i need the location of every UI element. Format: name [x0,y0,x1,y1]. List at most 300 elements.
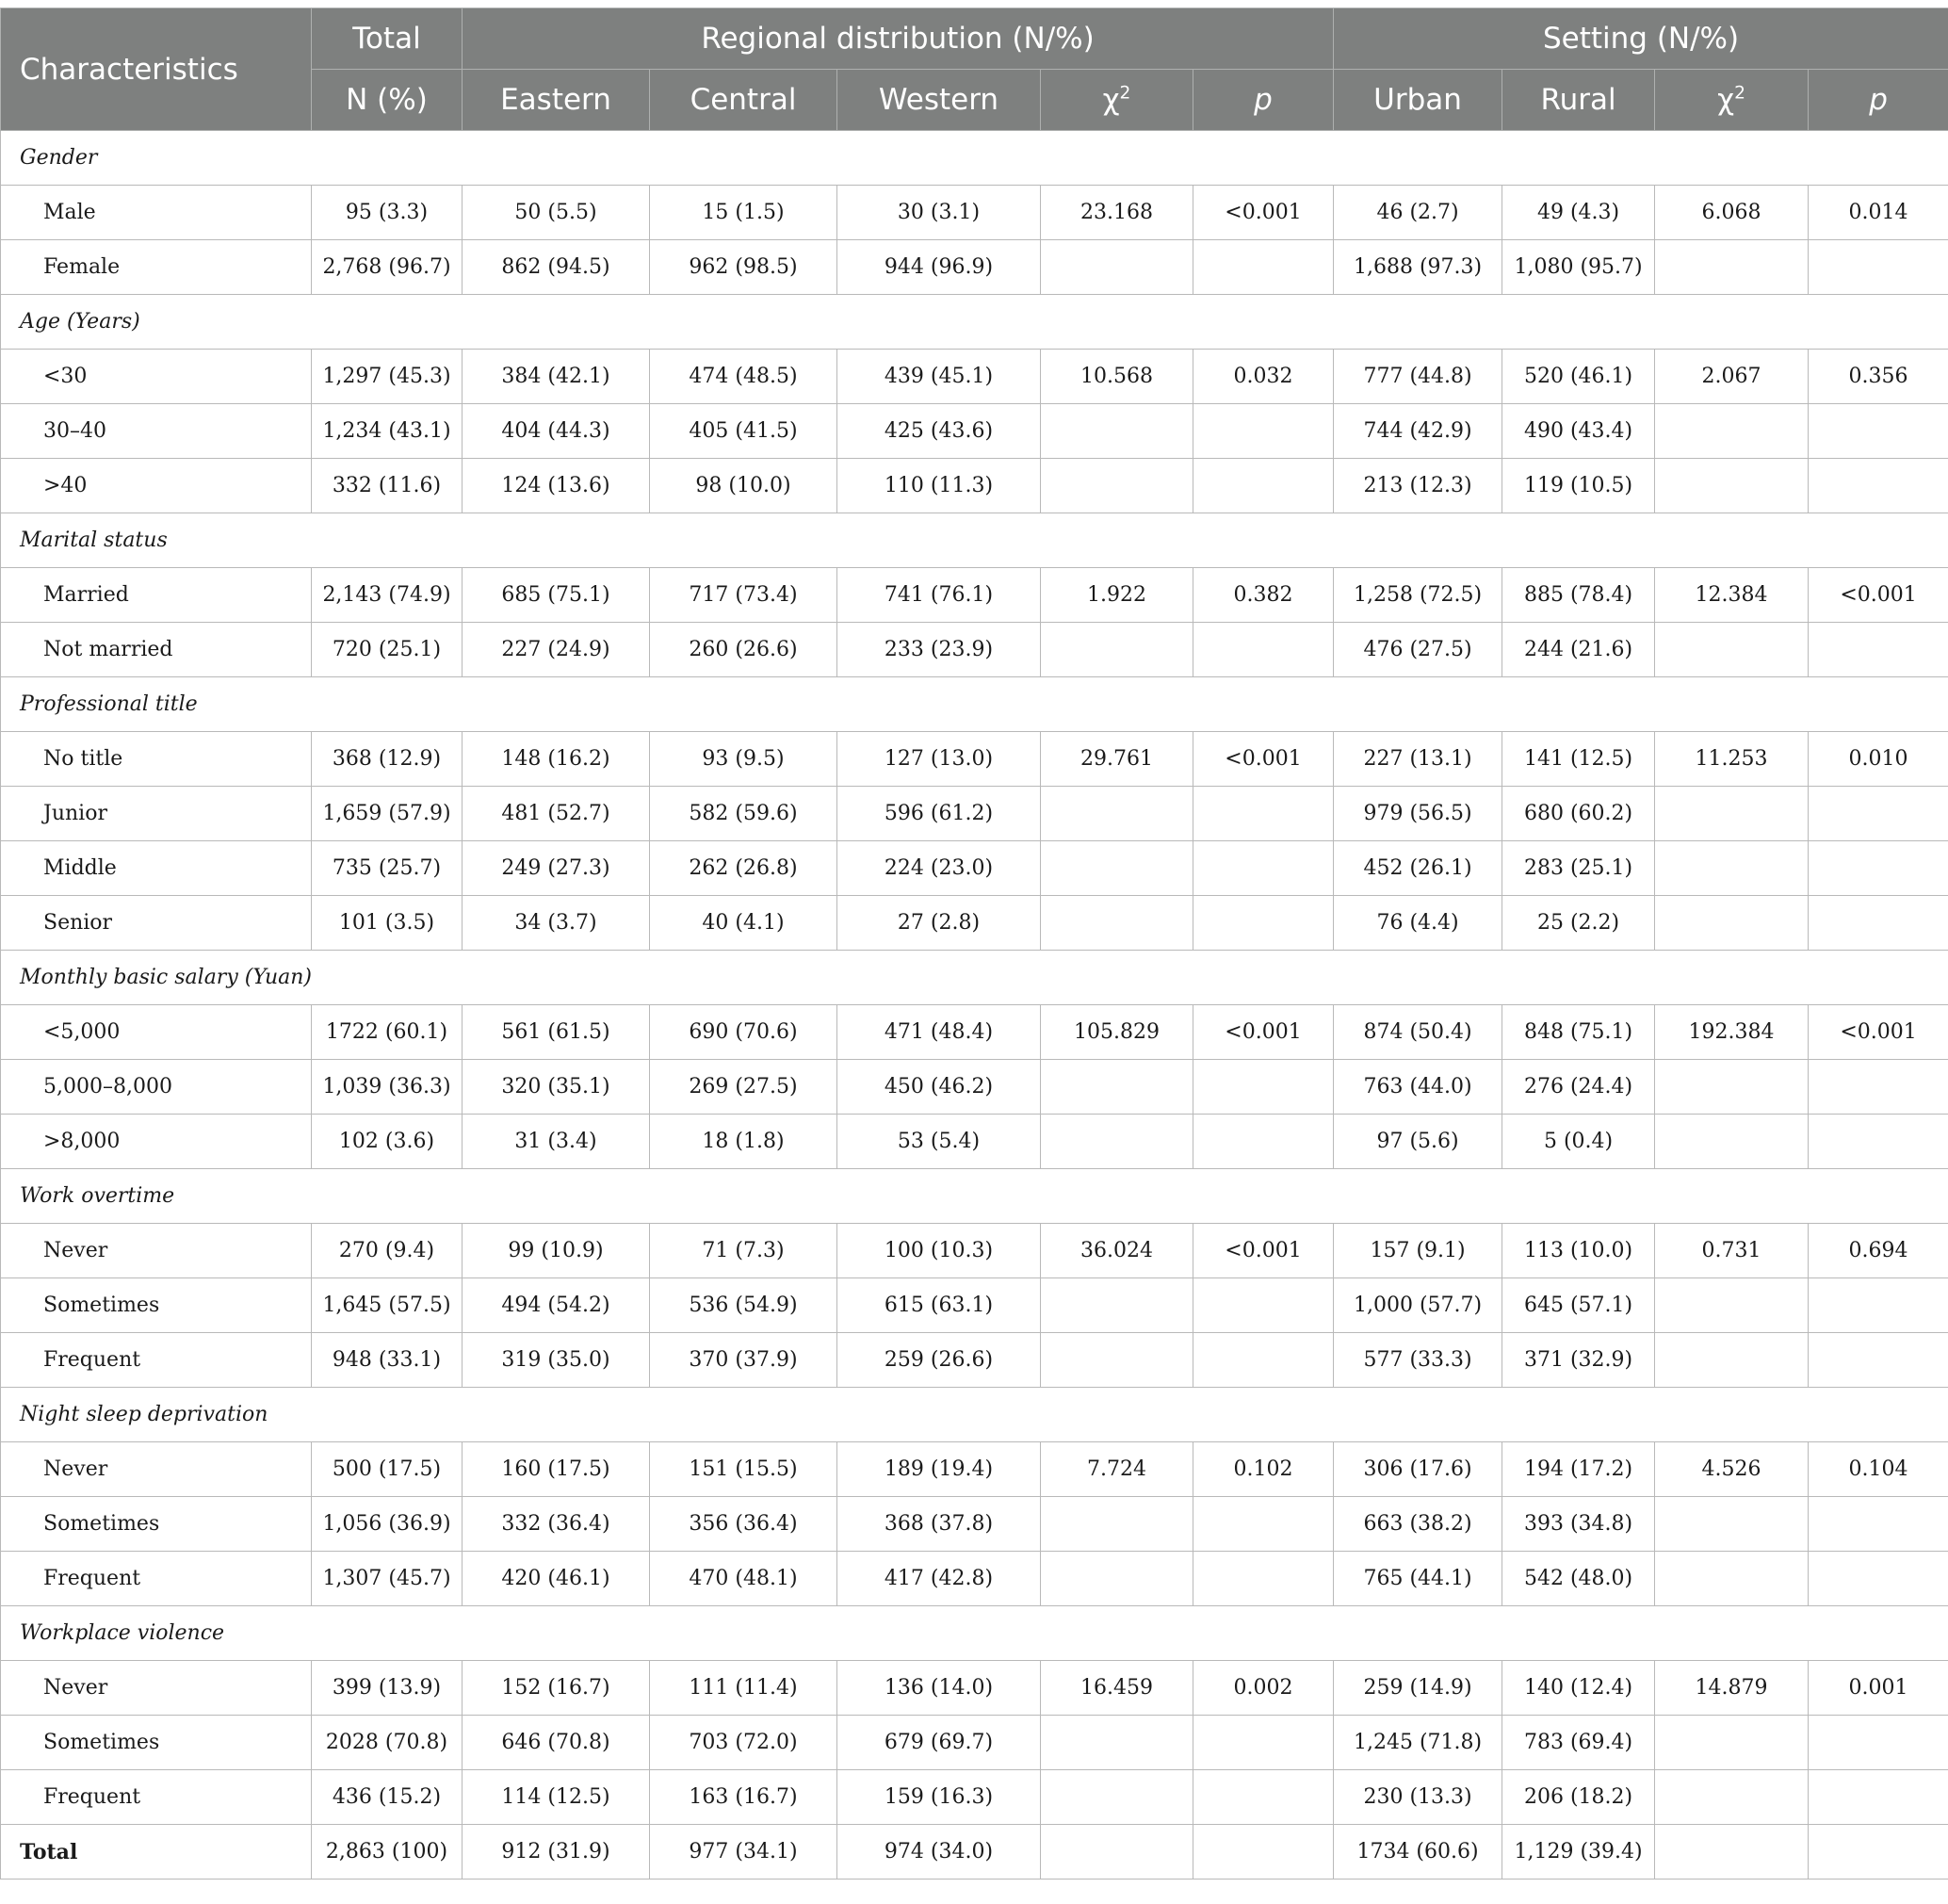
cell-urban: 213 (12.3) [1334,459,1502,513]
cell-urban: 157 (9.1) [1334,1224,1502,1278]
row-label: Not married [1,623,312,677]
cell-p-set: 0.104 [1809,1442,1948,1497]
table-row [1,787,1948,841]
chi-symbol: χ [1717,83,1735,117]
cell-chi-set [1655,1333,1809,1388]
cell-rural: 283 (25.1) [1502,841,1655,896]
cell-p-set [1809,1278,1948,1333]
table-row [1,623,1948,677]
row-label: Never [1,1442,312,1497]
row-label: No title [1,732,312,787]
cell-chi-reg [1041,1497,1193,1552]
total-row [1,1825,1948,1880]
group-header-row [1,131,1948,186]
cell-chi-reg: 36.024 [1041,1224,1193,1278]
cell-eastern: 332 (36.4) [463,1497,650,1552]
cell-chi-set: 11.253 [1655,732,1809,787]
cell-western: 159 (16.3) [837,1770,1041,1825]
table-row [1,1224,1948,1278]
cell-eastern: 384 (42.1) [463,350,650,404]
cell-urban: 744 (42.9) [1334,404,1502,459]
cell-rural: 206 (18.2) [1502,1770,1655,1825]
cell-p-reg [1193,404,1334,459]
cell-rural: 140 (12.4) [1502,1661,1655,1716]
cell-chi-set [1655,1770,1809,1825]
cell-eastern: 912 (31.9) [463,1825,650,1880]
cell-chi-reg [1041,1716,1193,1770]
cell-eastern: 646 (70.8) [463,1716,650,1770]
table-row [1,1060,1948,1115]
cell-p-set: 0.001 [1809,1661,1948,1716]
cell-western: 27 (2.8) [837,896,1041,951]
cell-rural: 119 (10.5) [1502,459,1655,513]
cell-p-reg [1193,1770,1334,1825]
header-n-percent: N (%) [312,70,463,131]
cell-urban: 97 (5.6) [1334,1115,1502,1169]
cell-central: 40 (4.1) [650,896,837,951]
cell-p-set [1809,1333,1948,1388]
cell-total: 948 (33.1) [312,1333,463,1388]
cell-p-reg: <0.001 [1193,1005,1334,1060]
cell-urban: 452 (26.1) [1334,841,1502,896]
cell-total: 1,307 (45.7) [312,1552,463,1606]
cell-rural: 371 (32.9) [1502,1333,1655,1388]
cell-p-set [1809,459,1948,513]
row-label: >40 [1,459,312,513]
cell-rural: 194 (17.2) [1502,1442,1655,1497]
group-title: Marital status [1,513,1948,568]
cell-rural: 542 (48.0) [1502,1552,1655,1606]
cell-p-set [1809,1115,1948,1169]
row-label: Married [1,568,312,623]
cell-urban: 663 (38.2) [1334,1497,1502,1552]
cell-total: 735 (25.7) [312,841,463,896]
cell-urban: 306 (17.6) [1334,1442,1502,1497]
cell-p-set: <0.001 [1809,1005,1948,1060]
cell-chi-set [1655,896,1809,951]
cell-p-reg: 0.002 [1193,1661,1334,1716]
cell-p-set: <0.001 [1809,568,1948,623]
cell-rural: 1,129 (39.4) [1502,1825,1655,1880]
header-western: Western [837,70,1041,131]
cell-western: 974 (34.0) [837,1825,1041,1880]
cell-rural: 49 (4.3) [1502,186,1655,240]
cell-p-reg [1193,896,1334,951]
cell-chi-set [1655,1497,1809,1552]
cell-urban: 1,258 (72.5) [1334,568,1502,623]
cell-urban: 476 (27.5) [1334,623,1502,677]
cell-urban: 874 (50.4) [1334,1005,1502,1060]
cell-total: 270 (9.4) [312,1224,463,1278]
cell-urban: 763 (44.0) [1334,1060,1502,1115]
cell-western: 425 (43.6) [837,404,1041,459]
cell-rural: 1,080 (95.7) [1502,240,1655,295]
cell-total: 1,056 (36.9) [312,1497,463,1552]
header-p-regional: p [1193,70,1334,131]
cell-western: 233 (23.9) [837,623,1041,677]
cell-eastern: 227 (24.9) [463,623,650,677]
group-title: Gender [1,131,1948,186]
cell-eastern: 249 (27.3) [463,841,650,896]
group-header-row [1,951,1948,1005]
table-row [1,1552,1948,1606]
cell-eastern: 99 (10.9) [463,1224,650,1278]
table-row [1,459,1948,513]
cell-total: 95 (3.3) [312,186,463,240]
table-row [1,240,1948,295]
cell-central: 977 (34.1) [650,1825,837,1880]
header-row-1 [1,8,1948,70]
cell-p-set: 0.010 [1809,732,1948,787]
cell-central: 474 (48.5) [650,350,837,404]
row-label: Junior [1,787,312,841]
cell-p-reg [1193,1115,1334,1169]
cell-western: 136 (14.0) [837,1661,1041,1716]
table-row [1,1497,1948,1552]
header-chi-square-setting [1655,70,1809,131]
cell-chi-reg: 29.761 [1041,732,1193,787]
cell-western: 110 (11.3) [837,459,1041,513]
cell-p-reg [1193,1333,1334,1388]
cell-total: 2,143 (74.9) [312,568,463,623]
cell-western: 127 (13.0) [837,732,1041,787]
cell-chi-reg [1041,404,1193,459]
cell-p-set [1809,623,1948,677]
table-row [1,896,1948,951]
cell-p-reg: <0.001 [1193,1224,1334,1278]
cell-eastern: 481 (52.7) [463,787,650,841]
cell-urban: 227 (13.1) [1334,732,1502,787]
cell-p-reg [1193,240,1334,295]
cell-p-reg [1193,1825,1334,1880]
cell-chi-reg [1041,896,1193,951]
table-row [1,1770,1948,1825]
cell-western: 615 (63.1) [837,1278,1041,1333]
cell-urban: 230 (13.3) [1334,1770,1502,1825]
cell-western: 450 (46.2) [837,1060,1041,1115]
cell-western: 189 (19.4) [837,1442,1041,1497]
cell-chi-set: 12.384 [1655,568,1809,623]
cell-chi-set [1655,1825,1809,1880]
cell-western: 259 (26.6) [837,1333,1041,1388]
cell-total: 436 (15.2) [312,1770,463,1825]
cell-central: 269 (27.5) [650,1060,837,1115]
cell-p-set [1809,787,1948,841]
group-header-row [1,1606,1948,1661]
cell-chi-set [1655,787,1809,841]
cell-urban: 777 (44.8) [1334,350,1502,404]
row-label: Never [1,1661,312,1716]
row-label: Sometimes [1,1497,312,1552]
cell-chi-reg: 1.922 [1041,568,1193,623]
table-row [1,1278,1948,1333]
cell-central: 151 (15.5) [650,1442,837,1497]
cell-p-set [1809,1552,1948,1606]
cell-urban: 76 (4.4) [1334,896,1502,951]
table-row [1,186,1948,240]
cell-rural: 680 (60.2) [1502,787,1655,841]
cell-total: 2028 (70.8) [312,1716,463,1770]
cell-p-set [1809,240,1948,295]
group-title: Professional title [1,677,1948,732]
cell-central: 405 (41.5) [650,404,837,459]
cell-central: 98 (10.0) [650,459,837,513]
cell-urban: 979 (56.5) [1334,787,1502,841]
row-label: Middle [1,841,312,896]
cell-eastern: 31 (3.4) [463,1115,650,1169]
cell-p-set [1809,1770,1948,1825]
cell-p-set [1809,1716,1948,1770]
cell-p-set [1809,841,1948,896]
cell-total: 500 (17.5) [312,1442,463,1497]
cell-p-reg [1193,459,1334,513]
cell-total: 1,659 (57.9) [312,787,463,841]
table-row [1,732,1948,787]
row-label: Senior [1,896,312,951]
cell-total: 2,863 (100) [312,1825,463,1880]
cell-rural: 645 (57.1) [1502,1278,1655,1333]
cell-chi-reg [1041,240,1193,295]
cell-eastern: 124 (13.6) [463,459,650,513]
cell-eastern: 420 (46.1) [463,1552,650,1606]
row-label: Sometimes [1,1716,312,1770]
cell-central: 260 (26.6) [650,623,837,677]
cell-western: 224 (23.0) [837,841,1041,896]
cell-central: 690 (70.6) [650,1005,837,1060]
cell-eastern: 320 (35.1) [463,1060,650,1115]
table-row [1,1115,1948,1169]
header-total: Total [312,8,463,70]
cell-central: 15 (1.5) [650,186,837,240]
cell-chi-set: 0.731 [1655,1224,1809,1278]
cell-p-reg [1193,1552,1334,1606]
cell-chi-set [1655,459,1809,513]
cell-chi-set [1655,1716,1809,1770]
chi-symbol: χ [1102,83,1120,117]
cell-p-reg [1193,1278,1334,1333]
cell-chi-reg [1041,459,1193,513]
row-label: >8,000 [1,1115,312,1169]
cell-p-reg [1193,787,1334,841]
cell-central: 111 (11.4) [650,1661,837,1716]
cell-p-set [1809,896,1948,951]
cell-central: 582 (59.6) [650,787,837,841]
cell-p-set [1809,1825,1948,1880]
cell-rural: 5 (0.4) [1502,1115,1655,1169]
cell-western: 53 (5.4) [837,1115,1041,1169]
cell-p-reg: 0.382 [1193,568,1334,623]
cell-total: 332 (11.6) [312,459,463,513]
table-row [1,350,1948,404]
row-label: Female [1,240,312,295]
cell-eastern: 34 (3.7) [463,896,650,951]
cell-chi-set [1655,1552,1809,1606]
cell-chi-set [1655,1278,1809,1333]
table-header [1,8,1948,131]
cell-rural: 393 (34.8) [1502,1497,1655,1552]
cell-p-set [1809,1060,1948,1115]
cell-chi-reg: 10.568 [1041,350,1193,404]
cell-urban: 1,688 (97.3) [1334,240,1502,295]
row-label: <5,000 [1,1005,312,1060]
cell-central: 962 (98.5) [650,240,837,295]
cell-p-set [1809,1497,1948,1552]
cell-western: 596 (61.2) [837,787,1041,841]
cell-central: 71 (7.3) [650,1224,837,1278]
header-characteristics: Characteristics [1,8,312,131]
cell-chi-reg [1041,1770,1193,1825]
table-row [1,1442,1948,1497]
cell-central: 536 (54.9) [650,1278,837,1333]
row-label: Frequent [1,1552,312,1606]
cell-central: 370 (37.9) [650,1333,837,1388]
cell-total: 1,234 (43.1) [312,404,463,459]
cell-central: 703 (72.0) [650,1716,837,1770]
cell-central: 18 (1.8) [650,1115,837,1169]
cell-p-reg: <0.001 [1193,186,1334,240]
table-body [1,131,1948,1880]
header-p-setting: p [1809,70,1948,131]
table-row [1,1661,1948,1716]
cell-rural: 276 (24.4) [1502,1060,1655,1115]
cell-rural: 141 (12.5) [1502,732,1655,787]
cell-total: 1,039 (36.3) [312,1060,463,1115]
cell-p-reg: <0.001 [1193,732,1334,787]
cell-chi-reg [1041,1278,1193,1333]
cell-eastern: 148 (16.2) [463,732,650,787]
group-header-row [1,295,1948,350]
group-title: Night sleep deprivation [1,1388,1948,1442]
cell-eastern: 561 (61.5) [463,1005,650,1060]
characteristics-table [0,8,1948,1880]
cell-total: 399 (13.9) [312,1661,463,1716]
cell-western: 100 (10.3) [837,1224,1041,1278]
cell-p-reg [1193,1497,1334,1552]
header-urban: Urban [1334,70,1502,131]
cell-p-reg [1193,1060,1334,1115]
cell-chi-set: 6.068 [1655,186,1809,240]
cell-p-reg: 0.032 [1193,350,1334,404]
group-title: Work overtime [1,1169,1948,1224]
cell-rural: 490 (43.4) [1502,404,1655,459]
cell-chi-reg [1041,623,1193,677]
table-row [1,1333,1948,1388]
cell-rural: 244 (21.6) [1502,623,1655,677]
row-label: Male [1,186,312,240]
cell-central: 717 (73.4) [650,568,837,623]
cell-total: 2,768 (96.7) [312,240,463,295]
header-rural: Rural [1502,70,1655,131]
cell-western: 30 (3.1) [837,186,1041,240]
cell-urban: 1,245 (71.8) [1334,1716,1502,1770]
chi-superscript: 2 [1119,83,1131,104]
cell-eastern: 114 (12.5) [463,1770,650,1825]
cell-chi-reg [1041,841,1193,896]
cell-western: 417 (42.8) [837,1552,1041,1606]
cell-rural: 25 (2.2) [1502,896,1655,951]
cell-chi-reg [1041,1825,1193,1880]
cell-western: 679 (69.7) [837,1716,1041,1770]
row-label: Sometimes [1,1278,312,1333]
cell-chi-reg [1041,1333,1193,1388]
cell-urban: 765 (44.1) [1334,1552,1502,1606]
cell-chi-reg [1041,787,1193,841]
row-label: Never [1,1224,312,1278]
cell-eastern: 404 (44.3) [463,404,650,459]
cell-western: 944 (96.9) [837,240,1041,295]
cell-chi-set: 4.526 [1655,1442,1809,1497]
cell-chi-set: 14.879 [1655,1661,1809,1716]
cell-chi-set [1655,240,1809,295]
cell-urban: 259 (14.9) [1334,1661,1502,1716]
header-eastern: Eastern [463,70,650,131]
cell-p-reg: 0.102 [1193,1442,1334,1497]
cell-chi-reg [1041,1552,1193,1606]
cell-chi-reg: 23.168 [1041,186,1193,240]
group-title: Monthly basic salary (Yuan) [1,951,1948,1005]
cell-eastern: 152 (16.7) [463,1661,650,1716]
row-label: 5,000–8,000 [1,1060,312,1115]
row-label: Frequent [1,1333,312,1388]
row-label: Frequent [1,1770,312,1825]
group-header-row [1,1388,1948,1442]
group-title: Age (Years) [1,295,1948,350]
cell-eastern: 494 (54.2) [463,1278,650,1333]
cell-western: 741 (76.1) [837,568,1041,623]
cell-rural: 848 (75.1) [1502,1005,1655,1060]
row-label: 30–40 [1,404,312,459]
cell-p-reg [1193,841,1334,896]
cell-total: 1,297 (45.3) [312,350,463,404]
cell-central: 356 (36.4) [650,1497,837,1552]
cell-chi-reg: 16.459 [1041,1661,1193,1716]
chi-superscript: 2 [1734,83,1745,104]
cell-rural: 783 (69.4) [1502,1716,1655,1770]
cell-central: 93 (9.5) [650,732,837,787]
cell-chi-set: 192.384 [1655,1005,1809,1060]
cell-eastern: 685 (75.1) [463,568,650,623]
cell-total: 102 (3.6) [312,1115,463,1169]
cell-p-set: 0.694 [1809,1224,1948,1278]
cell-western: 439 (45.1) [837,350,1041,404]
header-regional-distribution: Regional distribution (N/%) [463,8,1334,70]
group-title: Workplace violence [1,1606,1948,1661]
cell-chi-set [1655,623,1809,677]
cell-western: 471 (48.4) [837,1005,1041,1060]
header-setting: Setting (N/%) [1334,8,1948,70]
cell-eastern: 319 (35.0) [463,1333,650,1388]
cell-chi-reg [1041,1060,1193,1115]
cell-eastern: 862 (94.5) [463,240,650,295]
table-row [1,1005,1948,1060]
cell-central: 470 (48.1) [650,1552,837,1606]
cell-chi-reg: 105.829 [1041,1005,1193,1060]
cell-central: 163 (16.7) [650,1770,837,1825]
cell-chi-set [1655,841,1809,896]
header-chi-square-regional [1041,70,1193,131]
cell-rural: 520 (46.1) [1502,350,1655,404]
table-row [1,1716,1948,1770]
cell-urban: 1,000 (57.7) [1334,1278,1502,1333]
cell-central: 262 (26.8) [650,841,837,896]
cell-chi-reg: 7.724 [1041,1442,1193,1497]
cell-p-set: 0.356 [1809,350,1948,404]
cell-rural: 885 (78.4) [1502,568,1655,623]
cell-total: 720 (25.1) [312,623,463,677]
cell-chi-reg [1041,1115,1193,1169]
cell-p-set: 0.014 [1809,186,1948,240]
cell-chi-set: 2.067 [1655,350,1809,404]
